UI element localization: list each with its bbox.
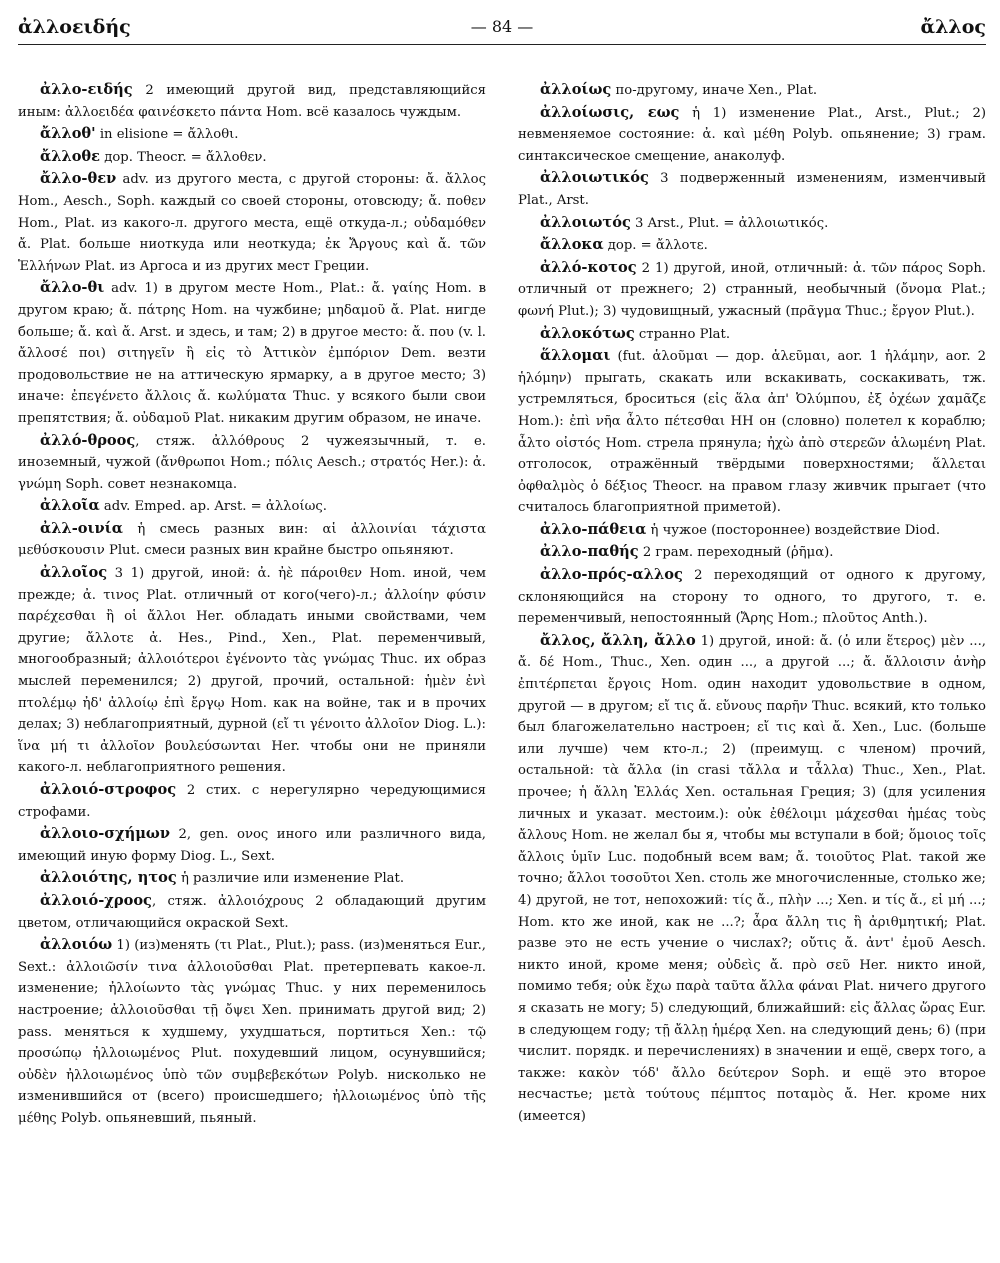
dictionary-entry [18,168,486,277]
dictionary-entry [518,102,986,168]
entry-definition: дор. Theocr. = ἄλλοθεν. [100,149,267,165]
entry-headword: ἀλλ-οινία [40,519,123,537]
dictionary-entry [18,823,486,867]
entry-definition: in elisione = ἄλλοθι. [95,127,239,143]
entry-headword: ἄλλο-θι [40,279,105,297]
dictionary-entry [18,934,486,1129]
dictionary-entry [518,564,986,630]
entry-headword: ἄλλοκα [540,236,604,254]
dictionary-entry [18,779,486,823]
entry-headword: ἀλλοκότως [540,324,635,342]
dictionary-entry [518,234,986,257]
entry-definition: adv. 1) в другом месте Hom., Plat.: ἄ. γαίης Hom. в другом краю; ἄ. πάτρης Hom. на чужбине; μηδαμοῦ ἄ. Plat. нигде больше; ἄ. καὶ ἄ. Arst. и здесь, и там; 2) в другое место: ἄ. που (v. l. ἄλλοσέ ποι) σιτηγεῖν ἢ εἰς τὸ Ἀττικὸν ἐμπόριον Dem. везти продовольствие не на аттическую ярмарку, а в другое место; 3) иначе: ἐπεγένετο ἄλλοις ἄ. κωλύματα Thuc. у всякого были свои препятствия; ἄ. οὐδαμοῦ Plat. никаким другим образом, не иначе. [18,281,486,426]
dictionary-entry [18,867,486,890]
entry-headword: ἀλλο-παθής [540,543,639,561]
dictionary-entry [518,541,986,564]
entry-definition: 2 переходящий от одного к другому, склоняющийся на сторону то одного, то другого, т. е. переменчивый, непостоянный (Ἄρης Hom.; πλοῦτος Anth.). [518,568,986,627]
dictionary-entry [18,495,486,518]
entry-definition: , стяж. ἀλλόθρους 2 чужеязычный, т. е. иноземный, чужой (ἄνθρωποι Hom.; πόλις Aesch.; στρατός Her.): ἀ. γνώμη Soph. совет незнакомца. [18,433,486,492]
dictionary-entry [18,518,486,562]
entry-definition: adv. из другого места, с другой стороны: ἄ. ἄλλος Hom., Aesch., Soph. каждый со своей стороны, отовсюду; ἄ. ποθεν Hom., Plat. из какого-л. другого места, ещё откуда-л.; οὐδαμόθεν ἄ. Plat. больше ниоткуда или неоткуда; ἐκ Ἄργους καὶ ἄ. τῶν Ἑλλήνων Plat. из Аргоса и из других мест Греции. [18,172,486,274]
entry-definition: 1) другой, иной: ἄ. (ὁ или ἕτερος) μὲν ..., ἄ. δέ Hom., Thuc., Xen. один ..., а другой ...; ἄ. ἄλλοισιν ἀνὴρ ἐπιτέρπεται ἔργοις Hom. один находит удовольствие в одном, другой — в другом; εἴ τις ἄ. εὔνους παρῆν Thuc. всякий, кто только был благожелательно настроен; εἴ τις καὶ ἄ. Xen., Luc. (больше или лучше) чем кто-л.; 2) (преимущ. с членом) прочий, остальной: τὰ ἄλλα (in crasi τἄλλα и τἆλλα) Thuc., Xen., Plat. прочее; ἡ ἄλλη Ἑλλάς Xen. остальная Греция; 3) (для усиления личных и указат. местоим.): οὐκ ἐθέλοιμι μάχεσθαι ἡμέας τοὺς ἄλλους Hom. не желал бы я, чтобы мы вступали в бой; ὅμοιος τοῖς ἄλλοις ὑμῖν Luc. подобный всем вам; ἄ. τοιοῦτος Plat. такой же точно; ἄλλοι τοσοῦτοι Xen. столь же многочисленные, столько же; 4) другой, не тот, непохожий: τίς ἄ., πλὴν ...; Xen. и τίς ἄ., εἰ μή ...; Hom. кто же иной, как не ...?; ἆρα ἄλλη τις ἢ ἀριθμητική; Plat. разве это не есть учение о числах?; οὔτις ἄ. ἀντ' ἐμοῦ Aesch. никто иной, кроме меня; οὐδεὶς ἄ. πρὸ σεῦ Her. никто иной, помимо тебя; οὐκ ἔχω παρὰ ταῦτα ἄλλα φάναι Plat. ничего другого я сказать не могу; 5) следующий, ближайший: εἰς ἄλλας ὥρας Eur. в следующем году; τῇ ἄλλῃ ἡμέρᾳ Xen. на следующий день; 6) (при числит. порядк. и перечислениях) в значении и ещё, сверх того, а также: κακὸν τόδ' ἄλλο δεύτερον Soph. и ещё это второе несчастье; μετὰ τούτους πέμπτος ποταμὸς ἄ. Her. кроме них (имеется) [518,633,986,1124]
dictionary-entry [18,562,486,779]
right-column [518,79,986,1130]
entry-headword: ἀλλο-πάθεια [540,520,647,538]
entry-definition: (fut. ἁλοῦμαι — дор. ἁλεῦμαι, aor. 1 ἡλάμην, aor. 2 ἡλόμην) прыгать, скакать или вскакивать, соскакивать, тж. устремляться, броситься (εἰς ἅλα ἀπ' Ὀλύμπου, ἐξ ὀχέων χαμᾶζε Hom.): ἐπὶ νῆα ἆλτο πέτεσθαι HH он (словно) полетел к кораблю; ἆλτο οἰστός Hom. стрела прянула; ἠχὼ ἀπὸ στερεῶν ἁλωμένη Plat. отголосок, отражённый твёрдыми поверхностями; ἅλλεται ὀφθαλμὸς ὁ δέξιος Theocr. на правом глазу живчик прыгает (что считалось благоприятной приметой). [518,349,986,516]
entry-definition: 3 1) другой, иной: ἀ. ἠὲ πάροιθεν Hom. иной, чем прежде; ἀ. τινος Plat. отличный от кого(чего)-л.; ἀλλοίην φύσιν παρέχεσθαι ἢ οἱ ἄλλοι Her. обладать иными свойствами, чем другие; ἄλλοτε ἀ. Hes., Pind., Xen., Plat. переменчивый, многообразный; ἀλλοιότεροι ἐγένοντο τὰς γνώμας Thuc. их образ мыслей переменился; 2) другой, прочий, остальной: ἡμὲν ἐνὶ πτολέμῳ ἠδ' ἀλλοίῳ ἐπὶ ἔργῳ Hom. как на войне, так и в прочих делах; 3) неблагоприятный, дурной (εἴ τι γένοιτο ἀλλοῖον Diog. L.): ἵνα μή τι ἀλλοῖον βουλεύσωνται Her. чтобы они не приняли какого-л. неблагоприятного решения. [18,566,486,776]
entry-definition: 2 грам. переходный (ῥῆμα). [638,545,834,561]
entry-headword: ἀλλο-ειδής [40,81,133,98]
entry-headword: ἀλλοίως [540,81,612,98]
entry-definition: ἡ чужое (постороннее) воздействие Diod. [646,522,941,538]
entry-definition: ἡ 1) изменение Plat., Arst., Plut.; 2) невменяемое состояние: ἀ. καὶ μέθη Polyb. опьянение; 3) грам. синтаксическое смещение, анаколуф. [518,105,986,164]
dictionary-entry [518,79,986,102]
dictionary-entry [518,212,986,235]
entry-headword: ἀλλό-κοτος [540,258,637,276]
entry-definition: 1) (из)менять (τι Plat., Plut.); pass. (из)меняться Eur., Sext.: ἀλλοιῶσίν τινα ἀλλοιοῦσθαι Plat. претерпевать какое-л. изменение; ἠλλοίωντο τὰς γνώμας Thuc. у них переменилось настроение; ἀλλοιοῦσθαι τῇ ὄψει Xen. принимать другой вид; 2) pass. меняться к худшему, ухудшаться, портиться Xen.: τῷ προσώπῳ ἠλλοιωμένος Plut. похудевший лицом, осунувшийся; οὐδὲν ἠλλοιωμένος ὑπὸ τῶν συμβεβεκότων Polyb. нисколько не изменившийся от (всего) происшедшего; ἠλλοιωμένος ὑπὸ τῆς μέθης Polyb. опьяневший, пьяный. [18,938,486,1126]
dictionary-entry [18,123,486,146]
entry-headword: ἀλλοιο-σχήμων [40,825,170,843]
entry-definition: странно Plat. [634,326,731,342]
entry-headword: ἄλλο-θεν [40,170,117,188]
entry-headword: ἅλλομαι [540,347,611,365]
entry-headword: ἄλλος, ἄλλη, ἄλλο [540,631,696,649]
entry-definition: ἡ смесь разных вин: αἱ ἀλλοινίαι τάχιστα μεθύσκουσιν Plut. смеси разных вин крайне быстро опьяняют. [18,521,486,559]
entry-headword: ἀλλοιό-χροος [40,891,152,909]
page-number: — 84 — [470,17,534,36]
dictionary-entry [518,519,986,542]
entry-headword: ἀλλοῖος [40,564,108,582]
dictionary-entry [18,277,486,429]
dictionary-entry [518,630,986,1128]
entry-headword: ἀλλο-πρός-αλλος [540,566,683,584]
entry-definition: дор. = ἄλλοτε. [603,238,708,254]
entry-headword: ἄλλοθε [40,147,101,165]
entry-headword: ἀλλοῖα [40,497,100,515]
entry-definition: по-другому, иначе Xen., Plat. [611,83,818,98]
page-header [18,10,986,45]
entry-definition: 2 1) другой, иной, отличный: ἀ. τῶν πάρος Soph. отличный от прежнего; 2) странный, необычный (ὄνομα Plat.; φωνή Plut.); 3) чудовищный, ужасный (πρᾶγμα Thuc.; ἔργον Plut.). [518,260,986,319]
entry-headword: ἀλλοίωσις, εως [540,103,680,121]
dictionary-entry [518,345,986,519]
entry-definition: 2 имеющий другой вид, представляющийся иным: ἀλλοειδέα φαινέσκετο πάντα Hom. всё казалось чуждым. [18,83,486,120]
entry-headword: ἄλλοθ' [40,125,96,143]
entry-headword: ἀλλοιότης, ητος [40,869,177,887]
header-right-guide-word: ἄλλος [920,16,986,38]
entry-headword: ἀλλοιωτός [540,213,631,231]
dictionary-entry [518,257,986,323]
dictionary-entry [18,79,486,123]
dictionary-entry [18,146,486,169]
header-left-guide-word: ἀλλοειδής [18,16,131,38]
entry-definition: adv. Emped. ap. Arst. = ἀλλοίως. [99,499,327,515]
dictionary-entry [518,323,986,346]
entry-definition: 2, gen. ονος иного или различного вида, имеющий иную форму Diog. L., Sext. [18,827,486,864]
entry-definition: 2 стих. с нерегулярно чередующимися строфами. [18,783,486,820]
entry-headword: ἀλλοιόω [40,936,113,954]
dictionary-entry [518,167,986,211]
dictionary-entry [18,890,486,934]
entry-definition: 3 подверженный изменениям, изменчивый Plat., Arst. [518,171,986,208]
entry-definition: 3 Arst., Plut. = ἀλλοιωτικός. [630,215,829,231]
entry-headword: ἀλλοιωτικός [540,169,649,187]
entry-headword: ἀλλοιό-στροφος [40,781,177,798]
entry-columns [18,79,986,1130]
entry-definition: , стяж. ἀλλοιόχρους 2 обладающий другим цветом, отличающийся окраской Sext. [18,893,486,931]
entry-headword: ἀλλό-θροος [40,431,136,449]
left-column [18,79,486,1130]
dictionary-entry [18,430,486,496]
entry-definition: ἡ различие или изменение Plat. [176,871,405,887]
